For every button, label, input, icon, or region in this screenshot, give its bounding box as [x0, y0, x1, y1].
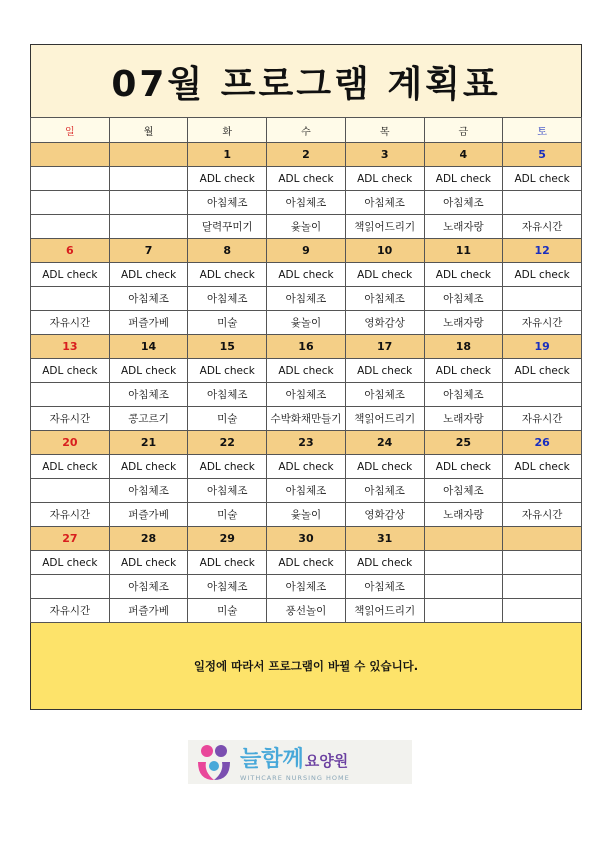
date-cell: [424, 527, 503, 551]
weekday-header: 목: [345, 118, 424, 143]
activity-cell: ADL check: [267, 455, 346, 479]
activity-cell: 아침체조: [109, 383, 188, 407]
activity-cell: 자유시간: [503, 215, 582, 239]
activity-cell: ADL check: [345, 263, 424, 287]
activity-cell: ADL check: [188, 455, 267, 479]
date-cell: 13: [31, 335, 110, 359]
activity-cell: 미술: [188, 407, 267, 431]
activity-cell: 영화감상: [345, 311, 424, 335]
date-cell: [31, 143, 110, 167]
activity-cell: 아침체조: [424, 383, 503, 407]
date-row: [31, 239, 582, 263]
activity-cell: [31, 479, 110, 503]
logo-name-en: WITHCARE NURSING HOME: [240, 774, 350, 782]
activity-cell: [503, 287, 582, 311]
activity-cell: 퍼즐가베: [109, 311, 188, 335]
activity-cell: [109, 215, 188, 239]
date-cell: 23: [267, 431, 346, 455]
activity-cell: ADL check: [503, 167, 582, 191]
date-cell: 15: [188, 335, 267, 359]
weekday-header-row: [31, 118, 582, 143]
date-cell: 28: [109, 527, 188, 551]
date-cell: 20: [31, 431, 110, 455]
activity-cell: ADL check: [503, 359, 582, 383]
activity-cell: 아침체조: [345, 287, 424, 311]
date-cell: 25: [424, 431, 503, 455]
date-cell: 2: [267, 143, 346, 167]
logo-mark-icon: [192, 740, 236, 784]
activity-cell: 아침체조: [424, 287, 503, 311]
activity-cell: 아침체조: [188, 383, 267, 407]
logo: [188, 740, 412, 784]
activity-cell: ADL check: [109, 263, 188, 287]
date-cell: [109, 143, 188, 167]
activity-cell: 아침체조: [188, 287, 267, 311]
date-cell: 31: [345, 527, 424, 551]
activity-cell: [31, 287, 110, 311]
activity-cell: ADL check: [424, 455, 503, 479]
activity-cell: 아침체조: [267, 575, 346, 599]
date-cell: 26: [503, 431, 582, 455]
activity-cell: ADL check: [109, 551, 188, 575]
date-row: [31, 431, 582, 455]
activity-cell: ADL check: [188, 263, 267, 287]
date-cell: 1: [188, 143, 267, 167]
date-row: [31, 527, 582, 551]
activity-cell: [31, 191, 110, 215]
activity-cell: 아침체조: [267, 383, 346, 407]
activity-cell: 아침체조: [267, 191, 346, 215]
logo-name-sub: 요양원: [304, 752, 349, 770]
activity-cell: ADL check: [188, 167, 267, 191]
activity-cell: ADL check: [109, 455, 188, 479]
date-cell: 10: [345, 239, 424, 263]
activity-cell: [503, 191, 582, 215]
activity-cell: [503, 575, 582, 599]
activity-cell: ADL check: [267, 551, 346, 575]
activity-cell: ADL check: [503, 455, 582, 479]
date-cell: 12: [503, 239, 582, 263]
activity-cell: 자유시간: [503, 407, 582, 431]
date-cell: 21: [109, 431, 188, 455]
activity-cell: ADL check: [267, 359, 346, 383]
activity-cell: 노래자랑: [424, 311, 503, 335]
date-cell: 11: [424, 239, 503, 263]
activity-cell: 미술: [188, 503, 267, 527]
page-title: 07월 프로그램 계획표: [30, 44, 582, 117]
activity-cell: 수박화채만들기: [267, 407, 346, 431]
activity-cell: 아침체조: [424, 191, 503, 215]
activity-cell: 아침체조: [424, 479, 503, 503]
weekday-header: 화: [188, 118, 267, 143]
activity-cell: 책읽어드리기: [345, 407, 424, 431]
activity-cell: [31, 383, 110, 407]
date-cell: 30: [267, 527, 346, 551]
activity-cell: ADL check: [345, 359, 424, 383]
schedule-table: [30, 117, 582, 623]
activity-cell: ADL check: [424, 263, 503, 287]
activity-row: [31, 551, 582, 575]
logo-name-main: 늘함께: [240, 747, 304, 772]
activity-row: [31, 599, 582, 623]
activity-cell: [31, 575, 110, 599]
date-cell: 19: [503, 335, 582, 359]
activity-cell: 아침체조: [345, 383, 424, 407]
activity-cell: 노래자랑: [424, 215, 503, 239]
activity-row: [31, 287, 582, 311]
activity-cell: 자유시간: [31, 311, 110, 335]
weekday-header: 월: [109, 118, 188, 143]
weekday-header: 토: [503, 118, 582, 143]
activity-cell: 달력꾸미기: [188, 215, 267, 239]
activity-cell: [424, 575, 503, 599]
activity-cell: 미술: [188, 599, 267, 623]
date-cell: 18: [424, 335, 503, 359]
date-cell: 29: [188, 527, 267, 551]
activity-cell: 아침체조: [188, 479, 267, 503]
activity-cell: 아침체조: [109, 287, 188, 311]
activity-row: [31, 191, 582, 215]
activity-cell: 콩고르기: [109, 407, 188, 431]
activity-cell: 책읽어드리기: [345, 599, 424, 623]
activity-row: [31, 215, 582, 239]
activity-cell: [503, 599, 582, 623]
activity-cell: 윷놀이: [267, 503, 346, 527]
weekday-header: 일: [31, 118, 110, 143]
date-cell: 9: [267, 239, 346, 263]
schedule-sheet: [30, 44, 582, 710]
activity-cell: 노래자랑: [424, 407, 503, 431]
activity-row: [31, 167, 582, 191]
activity-cell: 영화감상: [345, 503, 424, 527]
activity-cell: 윷놀이: [267, 215, 346, 239]
activity-cell: [31, 215, 110, 239]
date-row: [31, 335, 582, 359]
date-cell: 22: [188, 431, 267, 455]
activity-cell: ADL check: [267, 263, 346, 287]
activity-row: [31, 575, 582, 599]
activity-cell: [424, 599, 503, 623]
date-cell: [503, 527, 582, 551]
activity-row: [31, 407, 582, 431]
activity-row: [31, 479, 582, 503]
date-cell: 5: [503, 143, 582, 167]
activity-cell: [31, 167, 110, 191]
activity-cell: [503, 551, 582, 575]
activity-cell: 퍼즐가베: [109, 599, 188, 623]
activity-cell: ADL check: [345, 455, 424, 479]
activity-cell: ADL check: [31, 359, 110, 383]
date-cell: 4: [424, 143, 503, 167]
activity-cell: ADL check: [345, 551, 424, 575]
activity-cell: [109, 167, 188, 191]
activity-cell: 아침체조: [345, 575, 424, 599]
date-row: [31, 143, 582, 167]
activity-cell: 자유시간: [503, 503, 582, 527]
date-cell: 7: [109, 239, 188, 263]
activity-row: [31, 263, 582, 287]
activity-cell: ADL check: [424, 167, 503, 191]
activity-cell: 자유시간: [31, 407, 110, 431]
activity-cell: 아침체조: [267, 479, 346, 503]
activity-cell: 아침체조: [345, 191, 424, 215]
activity-cell: 아침체조: [109, 479, 188, 503]
activity-cell: 책읽어드리기: [345, 215, 424, 239]
activity-cell: 아침체조: [188, 191, 267, 215]
activity-row: [31, 455, 582, 479]
activity-cell: [109, 191, 188, 215]
activity-cell: 윷놀이: [267, 311, 346, 335]
date-cell: 17: [345, 335, 424, 359]
activity-cell: ADL check: [267, 167, 346, 191]
activity-cell: ADL check: [31, 551, 110, 575]
date-cell: 6: [31, 239, 110, 263]
weekday-header: 수: [267, 118, 346, 143]
activity-cell: ADL check: [109, 359, 188, 383]
date-cell: 24: [345, 431, 424, 455]
activity-cell: 아침체조: [345, 479, 424, 503]
activity-cell: 아침체조: [188, 575, 267, 599]
activity-cell: [424, 551, 503, 575]
activity-cell: ADL check: [188, 359, 267, 383]
date-cell: 16: [267, 335, 346, 359]
activity-cell: 아침체조: [267, 287, 346, 311]
activity-cell: 미술: [188, 311, 267, 335]
activity-cell: ADL check: [31, 455, 110, 479]
activity-cell: 풍선놀이: [267, 599, 346, 623]
activity-cell: [503, 479, 582, 503]
activity-cell: ADL check: [345, 167, 424, 191]
activity-cell: ADL check: [31, 263, 110, 287]
date-cell: 8: [188, 239, 267, 263]
date-cell: 27: [31, 527, 110, 551]
activity-cell: 노래자랑: [424, 503, 503, 527]
activity-row: [31, 503, 582, 527]
activity-cell: 자유시간: [31, 503, 110, 527]
weekday-header: 금: [424, 118, 503, 143]
activity-row: [31, 359, 582, 383]
activity-cell: ADL check: [424, 359, 503, 383]
activity-cell: [503, 383, 582, 407]
date-cell: 3: [345, 143, 424, 167]
notice-text: 일정에 따라서 프로그램이 바뀔 수 있습니다.: [30, 623, 582, 710]
activity-cell: ADL check: [188, 551, 267, 575]
activity-cell: 자유시간: [31, 599, 110, 623]
activity-cell: 자유시간: [503, 311, 582, 335]
date-cell: 14: [109, 335, 188, 359]
activity-row: [31, 383, 582, 407]
activity-cell: 아침체조: [109, 575, 188, 599]
activity-cell: ADL check: [503, 263, 582, 287]
activity-cell: 퍼즐가베: [109, 503, 188, 527]
activity-row: [31, 311, 582, 335]
